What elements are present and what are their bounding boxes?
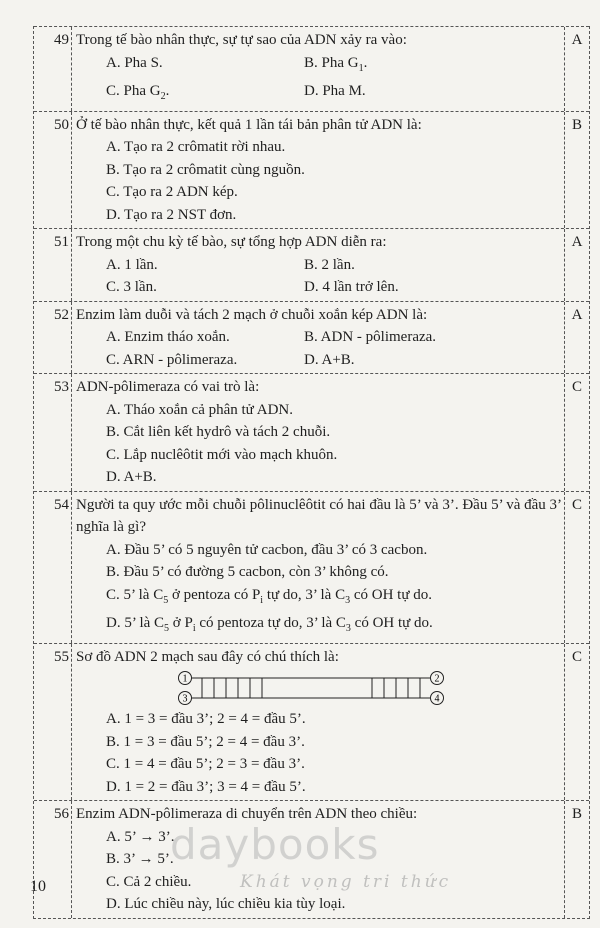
answer-options: [76, 539, 564, 641]
question-body: [72, 374, 565, 491]
question-row: [34, 26, 589, 111]
question-text: Sơ đồ ADN 2 mạch sau đây có chú thích là:: [76, 648, 339, 665]
question-row: [34, 228, 589, 301]
question-row: [34, 491, 589, 643]
question-body: [72, 27, 565, 111]
answer-option: A. Tháo xoắn cả phân tử ADN.: [106, 401, 293, 418]
answer-option: C. Lắp nuclêôtit mới vào mạch khuôn.: [106, 446, 338, 463]
answer-options: [76, 52, 564, 109]
answer-option: B. 1 = 3 = đầu 5’; 2 = 4 = đầu 3’.: [106, 733, 305, 750]
answer-option: D. 4 lần trở lên.: [304, 279, 399, 295]
answer-options: [76, 708, 564, 798]
label-3: 3: [182, 693, 188, 705]
answer-option: C. 5’ là $C_5$ ở pentoza có $P_i$ tự do, 3’ là $C_3$ có OH tự do.: [106, 586, 432, 606]
answer-key: B: [571, 806, 582, 822]
answer-options: [76, 136, 564, 226]
question-body: [72, 302, 565, 374]
question-row: [34, 301, 589, 374]
answer-option: C. Cả 2 chiều.: [106, 873, 192, 890]
question-number: 51: [34, 229, 72, 301]
question-text: Trong một chu kỳ tế bào, sự tổng hợp ADN diễn ra:: [76, 234, 387, 250]
question-table: [33, 26, 590, 919]
answer-option: C. 3 lần.: [106, 279, 157, 295]
label-1: 1: [182, 673, 188, 685]
watermark-tagline: Khát vọng tri thức: [240, 872, 452, 892]
answer-option: A. 5’ → 3’.: [106, 828, 175, 845]
question-text: Enzim ADN-pôlimeraza di chuyển trên ADN theo chiều:: [76, 806, 418, 822]
answer-option: B. Đầu 5’ có đường 5 cacbon, còn 3’ không có.: [106, 564, 389, 580]
answer-option: A. Pha S.: [106, 54, 163, 71]
answer-option: D. 1 = 2 = đầu 3’; 3 = 4 = đầu 5’.: [106, 778, 306, 795]
question-row: [34, 373, 589, 491]
question-body: [72, 229, 565, 301]
question-text: Trong tế bào nhân thực, sự tự sao của ADN xảy ra vào:: [76, 32, 407, 48]
question-body: [72, 644, 565, 801]
question-number: 55: [34, 644, 72, 801]
answer-key: A: [571, 234, 583, 250]
question-row: [34, 643, 589, 801]
answer-key: A: [571, 306, 583, 323]
answer-options: [76, 254, 564, 299]
answer-options: [76, 326, 564, 371]
question-row: [34, 800, 589, 918]
answer-option: B. 2 lần.: [304, 256, 355, 273]
answer-option: D. 5’ là $C_5$ ở $P_i$ có pentoza tự do, 3’ là $C_3$ có OH tự do.: [106, 615, 433, 634]
question-number: 54: [34, 492, 72, 643]
answer-option: D. A+B.: [106, 469, 157, 485]
answer-key: C: [571, 379, 582, 395]
answer-option: C. Pha $G_2$.: [106, 83, 170, 102]
question-text: Người ta quy ước mỗi chuỗi pôlinuclêôtit có hai đầu là 5’ và 3’. Đầu 5’ và đầu 3’ nghĩa là gì?: [76, 496, 561, 535]
answer-option: A. Enzim tháo xoắn.: [106, 329, 230, 345]
question-body: [72, 492, 565, 643]
answer-option: D. Lúc chiều này, lúc chiều kia tùy loại.: [106, 896, 346, 912]
answer-option: B. Pha $G_1$.: [304, 54, 368, 74]
answer-option: A. 1 = 3 = đầu 3’; 2 = 4 = đầu 5’.: [106, 711, 306, 727]
answer-option: C. Tạo ra 2 ADN kép.: [106, 184, 238, 200]
label-2: 2: [434, 673, 440, 685]
question-body: [72, 801, 565, 918]
answer-option: C. 1 = 4 = đầu 5’; 2 = 3 = đầu 3’.: [106, 756, 305, 772]
label-4: 4: [434, 693, 440, 705]
answer-key: C: [571, 496, 582, 513]
answer-option: A. 1 lần.: [106, 256, 158, 273]
answer-key: B: [571, 116, 582, 133]
answer-option: D. Pha M.: [304, 83, 366, 99]
answer-option: B. ADN - pôlimeraza.: [304, 329, 437, 345]
question-text: Enzim làm duỗi và tách 2 mạch ở chuỗi xoắn kép ADN là:: [76, 306, 428, 323]
answer-option: D. Tạo ra 2 NST đơn.: [106, 206, 237, 223]
question-text: ADN-pôlimeraza có vai trò là:: [76, 379, 260, 395]
question-body: [72, 112, 565, 229]
answer-option: D. A+B.: [304, 351, 355, 368]
answer-option: A. Đầu 5’ có 5 nguyên tử cacbon, đầu 3’ có 3 cacbon.: [106, 541, 428, 558]
dna-diagram: [76, 668, 564, 708]
answer-option: A. Tạo ra 2 crômatit rời nhau.: [106, 139, 286, 155]
answer-option: C. ARN - pôlimeraza.: [106, 351, 238, 368]
question-number: 56: [34, 801, 72, 918]
answer-key: C: [571, 648, 582, 665]
page-number: 10: [30, 878, 46, 895]
answer-option: B. Tạo ra 2 crômatit cùng nguồn.: [106, 161, 305, 178]
question-number: 52: [34, 302, 72, 374]
question-number: 53: [34, 374, 72, 491]
answer-key: A: [571, 32, 583, 48]
question-row: [34, 111, 589, 229]
question-number: 49: [34, 27, 72, 111]
watermark-logo: daybooks: [170, 820, 380, 869]
question-text: Ở tế bào nhân thực, kết quả 1 lần tái bản phân tử ADN là:: [76, 116, 422, 133]
answer-option: B. Cắt liên kết hydrô và tách 2 chuỗi.: [106, 424, 331, 440]
question-number: 50: [34, 112, 72, 229]
answer-option: B. 3’ → 5’.: [106, 851, 174, 867]
answer-options: [76, 399, 564, 489]
answer-options: [76, 826, 564, 916]
